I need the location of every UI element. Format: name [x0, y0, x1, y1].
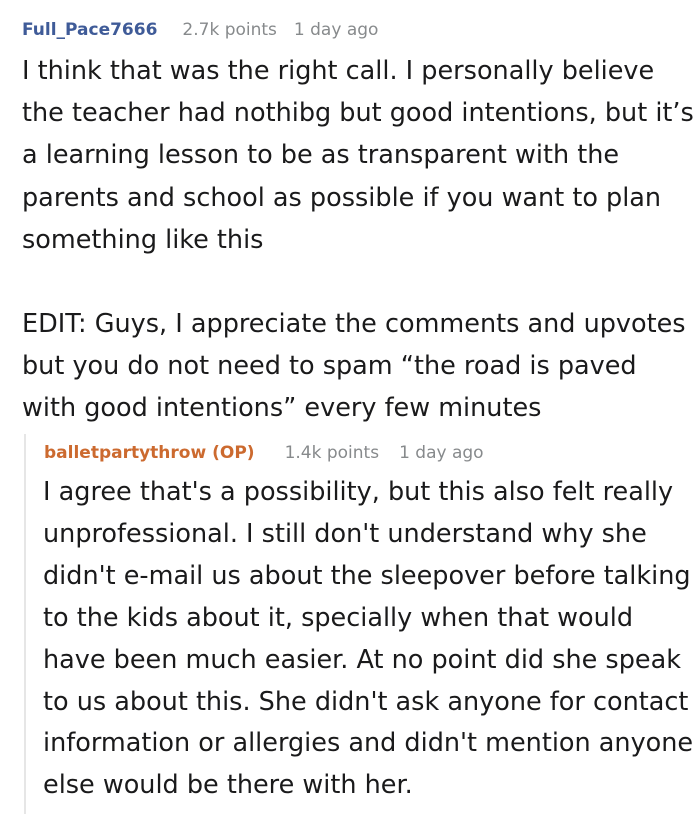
- reply-paragraph: I agree that's a possibility, but this also felt really unprofessional. I still don't understand why she didn't e-mail us about the sleepover before talking to the kids about it, specially when that would have been much easier. At no point did she speak to us about this. She didn't ask anyone for contact information or allergies and didn't mention anyone else would be there with her.: [43, 477, 694, 801]
- comment-meta: [22, 18, 378, 42]
- reply-meta: [44, 441, 484, 465]
- reply-comment: [24, 434, 700, 814]
- comment-author-link[interactable]: Full_Pace7666: [22, 20, 158, 40]
- comment-points: 2.7k points: [182, 20, 277, 40]
- paragraph-gap: [22, 261, 697, 303]
- comment-paragraph: I think that was the right call. I personally believe the teacher had nothibg but good intentions, but it’s a learning lesson to be as transparent with the parents and school as possible if you want to plan something like this: [22, 56, 694, 255]
- comment-timestamp[interactable]: 1 day ago: [293, 20, 379, 40]
- reply-points: 1.4k points: [284, 443, 380, 463]
- reply-author-link[interactable]: balletpartythrow (OP): [44, 443, 255, 463]
- reply-body: [43, 472, 699, 807]
- reply-timestamp[interactable]: 1 day ago: [399, 443, 484, 463]
- comment-body: [22, 50, 697, 430]
- comment-edit-paragraph: EDIT: Guys, I appreciate the comments and upvotes but you do not need to spam “the road is paved with good intentions” every few minutes: [22, 309, 686, 424]
